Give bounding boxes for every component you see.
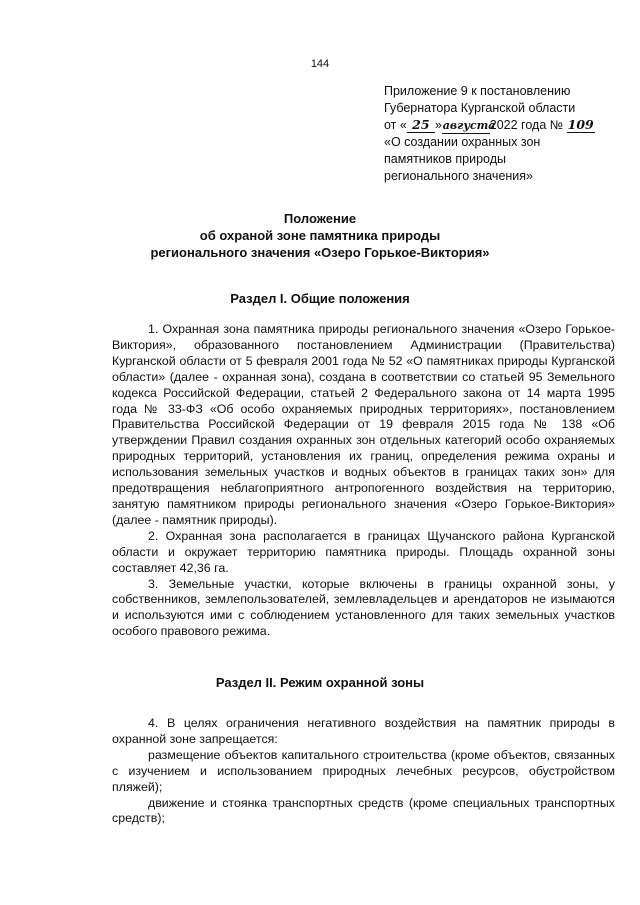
date-mid: » <box>434 118 442 132</box>
handwritten-day: 25 <box>407 118 435 133</box>
annex-line-5: памятников природы <box>384 152 506 166</box>
date-prefix: от « <box>384 118 407 132</box>
paragraph-6: движение и стоянка транспортных средств (кроме специальных транспортных средств); <box>112 795 615 826</box>
title-line-3: регионального значения «Озеро Горькое-Виктория» <box>150 245 490 260</box>
annex-line-6: регионального значения» <box>384 169 534 183</box>
title-line-2: об охраной зоне памятника природы <box>199 228 441 243</box>
date-year: 2022 года № <box>489 118 564 132</box>
paragraph-5: размещение объектов капитального строительства (кроме объектов, связанных с изучением и использованием природных лечебных ресурсов, обустройством пляжей); <box>112 747 615 794</box>
title-line-1: Положение <box>283 211 357 226</box>
annex-line-1: Приложение 9 к постановлению <box>384 84 571 98</box>
section-1-body <box>112 322 615 640</box>
annex-line-4: «О создании охранных зон <box>384 135 541 149</box>
section-2-heading: Раздел II. Режим охранной зоны <box>215 675 425 690</box>
paragraph-4: 4. В целях ограничения негативного воздействия на памятник природы в охранной зоне запрещается: <box>112 716 615 746</box>
section-1-heading: Раздел I. Общие положения <box>230 291 410 306</box>
document-title <box>0 210 640 261</box>
paragraph-2: 2. Охранная зона располагается в границах Щучанского района Курганской области и окружает территорию памятника природы. Площадь охранной зоны составляет 42,36 га. <box>112 528 615 575</box>
annex-header <box>384 83 624 185</box>
page-number: 144 <box>310 58 330 70</box>
handwritten-month: августа <box>442 119 496 132</box>
annex-date-line <box>384 117 624 134</box>
annex-line-2: Губернатора Курганской области <box>384 101 576 115</box>
paragraph-3: 3. Земельные участки, которые включены в границы охранной зоны, у собственников, землепользователей, землевладельцев и арендаторов не изымаются и используются ими с соблюдением установленного для таких земельных участков особого правового режима. <box>112 576 615 639</box>
handwritten-number: 109 <box>567 117 594 132</box>
paragraph-1: 1. Охранная зона памятника природы регионального значения «Озеро Горькое-Виктория», образованного постановлением Администрации (Правительства) Курганской области от 5 февраля 2001 года № 52 «О памятниках природы Курганской области» (далее - охранная зона), создана в соответствии со статьей 95 Земельного кодекса Российской Федерации, статьей 2 Федерального закона от 14 марта 1995 года № 33-ФЗ «Об особо охраняемых природных территориях», постановлением Правительства Российской Федерации от 19 февраля 2015 года № 138 «Об утверждении Правил создания охранных зон отдельных категорий особо охраняемых природных территорий, установления их границ, определения режима охраны и использования земельных участков и водных объектов в границах таких зон» для предотвращения неблагоприятного антропогенного воздействия на территорию, занятую памятником природы регионального значения «Озеро Горькое-Виктория» (далее - памятник природы). <box>112 322 615 527</box>
section-2-body <box>112 716 615 827</box>
